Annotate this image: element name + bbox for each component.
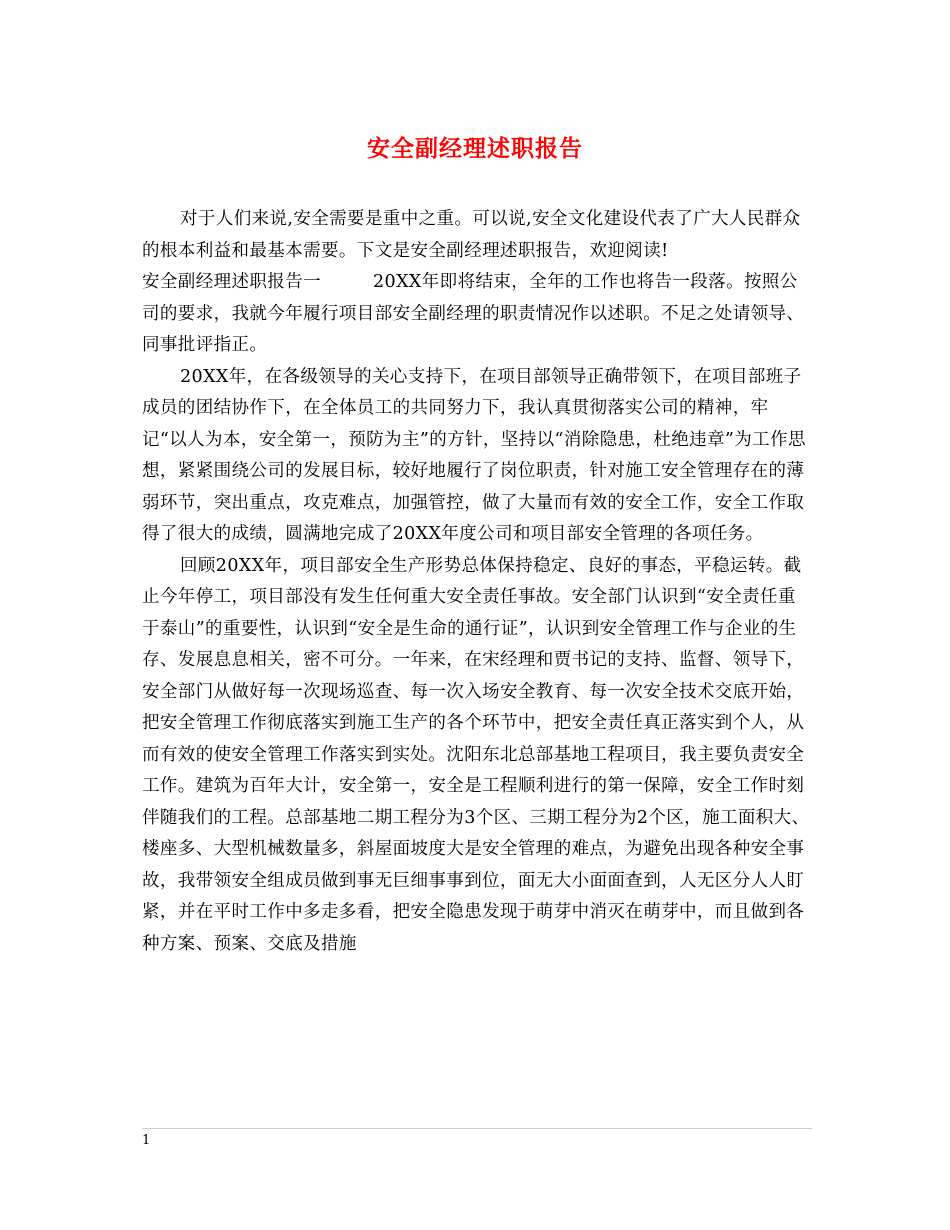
footer-divider [142,1128,812,1129]
section-text: 20XX年即将结束，全年的工作也将告一段落。按照公司的要求，我就今年履行项目部安全副经理的职责情况作以述职。不足之处请领导、同事批评指正。 [142,272,805,355]
page-number: 1 [142,1133,151,1148]
document-body [142,204,812,960]
body-paragraph-2: 20XX年，在各级领导的关心支持下，在项目部领导正确带领下，在项目部班子成员的团结协作下，在全体员工的共同努力下，我认真贯彻落实公司的精神，牢记“以人为本，安全第一，预防为主”的方针，坚持以“消除隐患，杜绝违章”为工作思想，紧紧围绕公司的发展目标，较好地履行了岗位职责，针对施工安全管理存在的薄弱环节，突出重点，攻克难点，加强管控，做了大量而有效的安全工作，安全工作取得了很大的成绩，圆满地完成了20XX年度公司和项目部安全管理的各项任务。 [142,366,806,544]
section-paragraph [142,267,812,362]
document-title: 安全副经理述职报告 [367,135,583,162]
body-paragraph-3: 回顾20XX年，项目部安全生产形势总体保持稳定、良好的事态，平稳运转。截止今年停工，项目部没有发生任何重大安全责任事故。安全部门认识到“安全责任重于泰山”的重要性，认识到“安全是生命的通行证”，认识到安全管理工作与企业的生存、发展息息相关，密不可分。一年来，在宋经理和贾书记的支持、监督、领导下，安全部门从做好每一次现场巡查、每一次入场安全教育、每一次安全技术交底开始，把安全管理工作彻底落实到施工生产的各个环节中，把安全责任真正落实到个人，从而有效的使安全管理工作落实到实处。沈阳东北总部基地工程项目，我主要负责安全工作。建筑为百年大计，安全第一，安全是工程顺利进行的第一保障，安全工作时刻伴随我们的工程。总部基地二期工程分为3个区、三期工程分为2个区，施工面积大、楼座多、大型机械数量多，斜屋面坡度大是安全管理的难点，为避免出现各种安全事故，我带领安全组成员做到事无巨细事事到位，面无大小面面查到，人无区分人人盯紧，并在平时工作中多走多看，把安全隐患发现于萌芽中消灭在萌芽中，而且做到各种方案、预案、交底及措施 [142,555,810,954]
section-heading: 安全副经理述职报告一 [142,272,321,292]
intro-paragraph: 对于人们来说,安全需要是重中之重。可以说,安全文化建设代表了广大人民群众的根本利益和最基本需要。下文是安全副经理述职报告，欢迎阅读! [142,209,801,261]
